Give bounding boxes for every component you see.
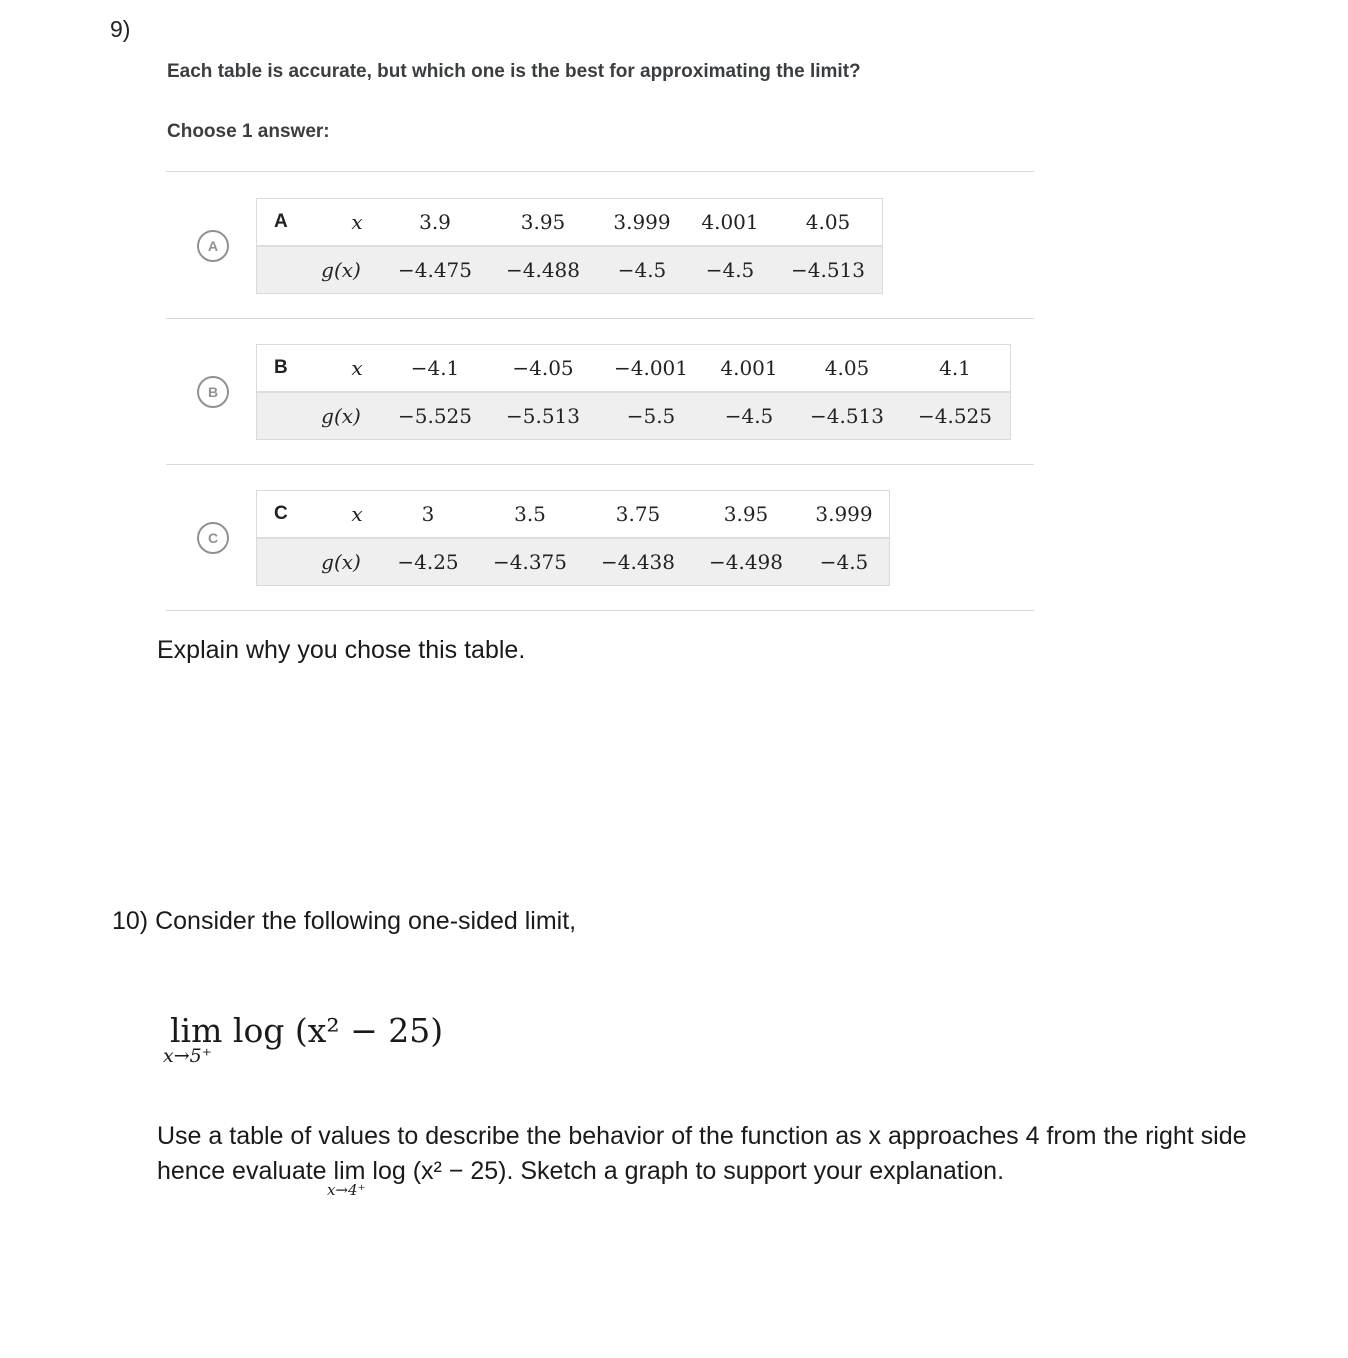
x-value: 4.001 [720,356,778,380]
x-value: 4.05 [805,210,851,234]
table-label: C [274,503,288,524]
radio-option-c[interactable]: C [197,522,229,554]
g-value: −4.5 [724,404,774,428]
question-10-intro: 10) Consider the following one-sided limit, [112,907,577,935]
x-value: 4.1 [939,356,971,380]
g-value: −4.5 [617,258,667,282]
g-value: −4.513 [809,404,885,428]
x-value: 3.95 [520,210,566,234]
x-value: 3.5 [514,502,546,526]
table-label: A [274,211,288,232]
x-value: −4.05 [512,356,574,380]
table-label: B [274,357,288,378]
g-value: −4.5 [819,550,869,574]
choose-answer-label: Choose 1 answer: [167,121,330,142]
g-value: −5.513 [505,404,581,428]
g-value: −5.525 [397,404,473,428]
g-value: −4.438 [600,550,676,574]
x-value: 3.999 [613,210,671,234]
g-value: −5.5 [626,404,676,428]
limit-expression: lim log (x² − 25) [170,1011,444,1050]
x-value: 3.999 [815,502,873,526]
table-row-g [257,537,889,585]
table-row-g [257,245,882,293]
x-value: 3.75 [615,502,661,526]
radio-option-b[interactable]: B [197,376,229,408]
x-value: 3.95 [723,502,769,526]
question-9-prompt: Each table is accurate, but which one is the best for approximating the limit? [167,61,861,82]
table-row-x [257,491,889,537]
g-header: g(x) [321,404,361,428]
x-value: −4.1 [410,356,460,380]
x-value: 4.05 [824,356,870,380]
radio-option-a[interactable]: A [197,230,229,262]
g-header: g(x) [321,550,361,574]
explain-prompt: Explain why you chose this table. [157,636,526,664]
g-value: −4.498 [708,550,784,574]
table-row-x [257,345,1010,391]
limit-subscript: x→5⁺ [163,1045,212,1067]
table-option-c [256,490,890,586]
g-header: g(x) [321,258,361,282]
x-value: 4.001 [701,210,759,234]
x-header: x [351,210,363,234]
divider [166,610,1034,611]
x-value: 3 [421,502,435,526]
g-value: −4.513 [790,258,866,282]
g-value: −4.375 [492,550,568,574]
g-value: −4.488 [505,258,581,282]
divider [166,464,1034,465]
g-value: −4.25 [397,550,459,574]
table-row-x [257,199,882,245]
divider [166,171,1034,172]
g-value: −4.475 [397,258,473,282]
g-value: −4.5 [705,258,755,282]
question-10-line-2: hence evaluate lim log (x² − 25). Sketch a graph to support your explanation. [157,1157,1005,1185]
x-header: x [351,502,363,526]
table-option-a [256,198,883,294]
divider [166,318,1034,319]
table-option-b [256,344,1011,440]
question-9-number: 9) [110,16,131,42]
x-value: −4.001 [613,356,689,380]
g-value: −4.525 [917,404,993,428]
x-header: x [351,356,363,380]
table-row-g [257,391,1010,439]
x-value: 3.9 [419,210,451,234]
question-10-line-1: Use a table of values to describe the behavior of the function as x approaches 4 from the right side [157,1122,1247,1150]
inline-limit-subscript: x→4⁺ [327,1181,366,1199]
